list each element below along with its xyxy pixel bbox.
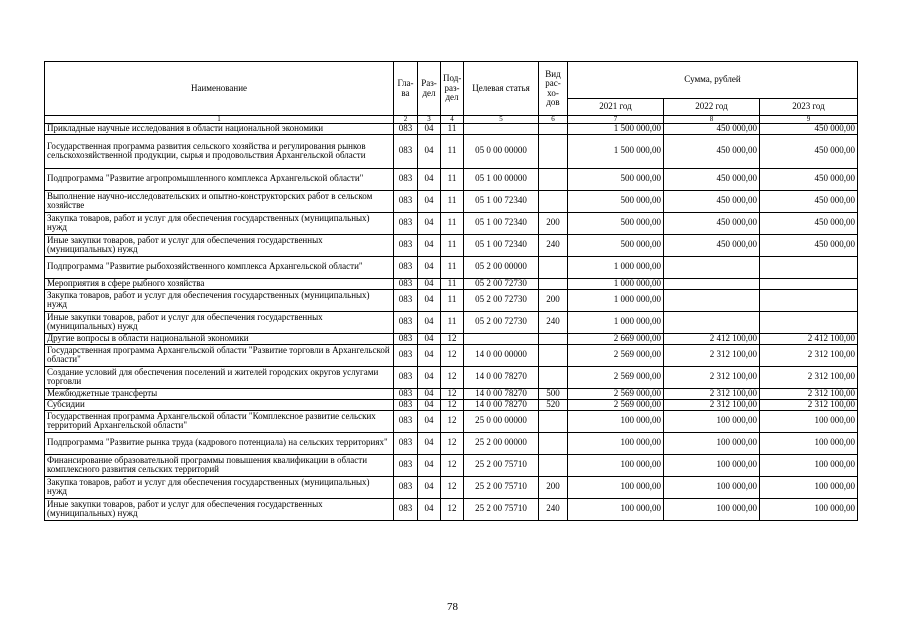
header-name: Наименование	[45, 62, 394, 116]
row-target-article: 05 2 00 00000	[464, 256, 539, 278]
table-row	[45, 168, 858, 190]
row-sum-2023: 450 000,00	[760, 124, 858, 135]
header-razdel: Раз-дел	[418, 62, 441, 116]
column-number-cell: 6	[539, 116, 568, 124]
row-name: Иные закупки товаров, работ и услуг для обеспечения государственных (муниципальных) нужд	[45, 311, 394, 333]
row-expense-type	[539, 333, 568, 344]
row-sum-2022: 2 312 100,00	[664, 388, 760, 399]
row-name: Субсидии	[45, 399, 394, 410]
row-razdel: 04	[418, 388, 441, 399]
row-target-article: 05 2 00 72730	[464, 278, 539, 289]
table-row	[45, 344, 858, 366]
row-name: Прикладные научные исследования в области национальной экономики	[45, 124, 394, 135]
column-number-cell: 4	[441, 116, 464, 124]
row-expense-type	[539, 190, 568, 212]
row-razdel: 04	[418, 476, 441, 498]
row-razdel: 04	[418, 190, 441, 212]
row-razdel: 04	[418, 311, 441, 333]
budget-table	[44, 61, 858, 521]
column-number-row	[45, 116, 858, 124]
row-sum-2021: 100 000,00	[568, 432, 664, 454]
row-sum-2023: 100 000,00	[760, 476, 858, 498]
row-sum-2022: 2 312 100,00	[664, 366, 760, 388]
row-sum-2022: 100 000,00	[664, 410, 760, 432]
header-podrazdel: Под-раз-дел	[441, 62, 464, 116]
row-sum-2022: 450 000,00	[664, 134, 760, 168]
header-expense-type: Вид рас-хо-дов	[539, 62, 568, 116]
row-expense-type	[539, 454, 568, 476]
row-target-article: 05 1 00 00000	[464, 168, 539, 190]
row-glava: 083	[394, 168, 418, 190]
row-expense-type: 500	[539, 388, 568, 399]
row-sum-2021: 1 000 000,00	[568, 289, 664, 311]
row-razdel: 04	[418, 234, 441, 256]
row-sum-2022	[664, 256, 760, 278]
row-sum-2021: 500 000,00	[568, 168, 664, 190]
header-year-2022: 2022 год	[664, 99, 760, 116]
row-podrazdel: 12	[441, 388, 464, 399]
row-sum-2021: 2 669 000,00	[568, 333, 664, 344]
row-expense-type: 240	[539, 234, 568, 256]
row-sum-2023: 450 000,00	[760, 168, 858, 190]
row-glava: 083	[394, 212, 418, 234]
row-name: Финансирование образовательной программы повышения квалификации в области комплексного развития сельских территорий	[45, 454, 394, 476]
table-row	[45, 124, 858, 135]
row-sum-2023: 2 312 100,00	[760, 399, 858, 410]
row-podrazdel: 11	[441, 212, 464, 234]
row-sum-2023: 100 000,00	[760, 410, 858, 432]
row-razdel: 04	[418, 256, 441, 278]
table-row	[45, 476, 858, 498]
row-expense-type	[539, 366, 568, 388]
row-podrazdel: 12	[441, 410, 464, 432]
row-name: Выполнение научно-исследовательских и опытно-конструкторских работ в сельском хозяйстве	[45, 190, 394, 212]
row-podrazdel: 11	[441, 134, 464, 168]
row-target-article	[464, 333, 539, 344]
row-razdel: 04	[418, 498, 441, 520]
row-podrazdel: 11	[441, 124, 464, 135]
row-podrazdel: 12	[441, 333, 464, 344]
row-name: Государственная программа Архангельской области "Комплексное развитие сельских территорий Архангельской области"	[45, 410, 394, 432]
row-expense-type: 520	[539, 399, 568, 410]
row-expense-type	[539, 124, 568, 135]
row-target-article: 25 2 00 75710	[464, 476, 539, 498]
row-sum-2021: 500 000,00	[568, 190, 664, 212]
row-glava: 083	[394, 134, 418, 168]
table-row	[45, 333, 858, 344]
row-glava: 083	[394, 498, 418, 520]
row-razdel: 04	[418, 333, 441, 344]
row-sum-2021: 2 569 000,00	[568, 399, 664, 410]
row-sum-2022: 2 312 100,00	[664, 344, 760, 366]
row-razdel: 04	[418, 212, 441, 234]
row-sum-2021: 100 000,00	[568, 498, 664, 520]
row-razdel: 04	[418, 366, 441, 388]
row-podrazdel: 11	[441, 289, 464, 311]
row-razdel: 04	[418, 168, 441, 190]
row-sum-2021: 2 569 000,00	[568, 344, 664, 366]
column-number-cell: 8	[664, 116, 760, 124]
row-glava: 083	[394, 388, 418, 399]
row-name: Закупка товаров, работ и услуг для обеспечения государственных (муниципальных) нужд	[45, 289, 394, 311]
row-razdel: 04	[418, 344, 441, 366]
row-podrazdel: 11	[441, 190, 464, 212]
row-sum-2023	[760, 278, 858, 289]
row-target-article: 05 1 00 72340	[464, 234, 539, 256]
column-number-cell: 2	[394, 116, 418, 124]
row-sum-2021: 100 000,00	[568, 476, 664, 498]
row-razdel: 04	[418, 278, 441, 289]
column-number-cell: 9	[760, 116, 858, 124]
row-podrazdel: 12	[441, 399, 464, 410]
row-podrazdel: 12	[441, 432, 464, 454]
row-podrazdel: 12	[441, 344, 464, 366]
row-glava: 083	[394, 278, 418, 289]
row-name: Государственная программа Архангельской области "Развитие торговли в Архангельской области"	[45, 344, 394, 366]
row-glava: 083	[394, 366, 418, 388]
table-row	[45, 289, 858, 311]
row-sum-2023: 2 312 100,00	[760, 366, 858, 388]
row-target-article	[464, 124, 539, 135]
row-target-article: 05 0 00 00000	[464, 134, 539, 168]
row-podrazdel: 12	[441, 366, 464, 388]
table-row	[45, 410, 858, 432]
table-row	[45, 432, 858, 454]
row-sum-2023: 100 000,00	[760, 454, 858, 476]
row-target-article: 14 0 00 00000	[464, 344, 539, 366]
table-row	[45, 234, 858, 256]
row-expense-type: 200	[539, 212, 568, 234]
table-row	[45, 278, 858, 289]
row-target-article: 25 2 00 00000	[464, 432, 539, 454]
row-sum-2021: 1 000 000,00	[568, 256, 664, 278]
row-sum-2022: 100 000,00	[664, 476, 760, 498]
row-target-article: 05 2 00 72730	[464, 289, 539, 311]
row-sum-2021: 1 000 000,00	[568, 311, 664, 333]
row-podrazdel: 11	[441, 311, 464, 333]
row-glava: 083	[394, 234, 418, 256]
row-glava: 083	[394, 432, 418, 454]
table-row	[45, 388, 858, 399]
table-row	[45, 212, 858, 234]
row-sum-2022: 100 000,00	[664, 432, 760, 454]
row-name: Иные закупки товаров, работ и услуг для обеспечения государственных (муниципальных) нужд	[45, 234, 394, 256]
table-row	[45, 311, 858, 333]
row-sum-2023: 100 000,00	[760, 498, 858, 520]
row-sum-2021: 2 569 000,00	[568, 366, 664, 388]
row-sum-2021: 2 569 000,00	[568, 388, 664, 399]
column-number-cell: 5	[464, 116, 539, 124]
row-target-article: 14 0 00 78270	[464, 399, 539, 410]
row-glava: 083	[394, 454, 418, 476]
row-glava: 083	[394, 399, 418, 410]
row-podrazdel: 12	[441, 498, 464, 520]
row-expense-type: 200	[539, 289, 568, 311]
row-expense-type	[539, 134, 568, 168]
table-row	[45, 498, 858, 520]
row-sum-2022: 100 000,00	[664, 454, 760, 476]
row-podrazdel: 12	[441, 476, 464, 498]
row-podrazdel: 11	[441, 278, 464, 289]
row-glava: 083	[394, 476, 418, 498]
row-sum-2022	[664, 311, 760, 333]
row-sum-2022	[664, 289, 760, 311]
row-expense-type: 200	[539, 476, 568, 498]
row-name: Иные закупки товаров, работ и услуг для обеспечения государственных (муниципальных) нужд	[45, 498, 394, 520]
row-target-article: 05 2 00 72730	[464, 311, 539, 333]
row-razdel: 04	[418, 399, 441, 410]
row-glava: 083	[394, 256, 418, 278]
row-razdel: 04	[418, 124, 441, 135]
row-sum-2023: 450 000,00	[760, 190, 858, 212]
row-target-article: 25 2 00 75710	[464, 454, 539, 476]
row-expense-type: 240	[539, 498, 568, 520]
row-razdel: 04	[418, 134, 441, 168]
row-sum-2023: 450 000,00	[760, 134, 858, 168]
row-sum-2022: 2 412 100,00	[664, 333, 760, 344]
row-name: Закупка товаров, работ и услуг для обеспечения государственных (муниципальных) нужд	[45, 476, 394, 498]
row-sum-2021: 100 000,00	[568, 454, 664, 476]
row-podrazdel: 11	[441, 168, 464, 190]
row-sum-2021: 1 500 000,00	[568, 134, 664, 168]
header-glava: Гла-ва	[394, 62, 418, 116]
row-sum-2022: 450 000,00	[664, 168, 760, 190]
row-expense-type	[539, 278, 568, 289]
row-name: Межбюджетные трансферты	[45, 388, 394, 399]
row-sum-2022: 450 000,00	[664, 212, 760, 234]
page-number: 78	[447, 601, 458, 613]
row-glava: 083	[394, 410, 418, 432]
header-year-2021: 2021 год	[568, 99, 664, 116]
row-name: Подпрограмма "Развитие рынка труда (кадрового потенциала) на сельских территориях"	[45, 432, 394, 454]
row-target-article: 25 2 00 75710	[464, 498, 539, 520]
row-razdel: 04	[418, 454, 441, 476]
column-number-cell: 3	[418, 116, 441, 124]
table-row	[45, 366, 858, 388]
row-glava: 083	[394, 190, 418, 212]
row-target-article: 14 0 00 78270	[464, 366, 539, 388]
table-row	[45, 399, 858, 410]
row-expense-type	[539, 432, 568, 454]
row-glava: 083	[394, 289, 418, 311]
row-target-article: 05 1 00 72340	[464, 190, 539, 212]
row-sum-2023: 2 312 100,00	[760, 388, 858, 399]
row-expense-type	[539, 344, 568, 366]
row-expense-type: 240	[539, 311, 568, 333]
row-expense-type	[539, 410, 568, 432]
row-name: Создание условий для обеспечения поселений и жителей городских округов услугами торговли	[45, 366, 394, 388]
row-name: Подпрограмма "Развитие рыбохозяйственного комплекса Архангельской области"	[45, 256, 394, 278]
row-expense-type	[539, 168, 568, 190]
row-sum-2023	[760, 311, 858, 333]
row-sum-2022: 100 000,00	[664, 498, 760, 520]
column-number-cell: 1	[45, 116, 394, 124]
row-sum-2023: 2 312 100,00	[760, 344, 858, 366]
row-sum-2022: 450 000,00	[664, 190, 760, 212]
row-podrazdel: 11	[441, 234, 464, 256]
table-row	[45, 454, 858, 476]
row-sum-2022	[664, 278, 760, 289]
row-name: Государственная программа развития сельского хозяйства и регулирования рынков сельскохозяйственной продукции, сырья и продовольствия Архангельской области	[45, 134, 394, 168]
row-podrazdel: 12	[441, 454, 464, 476]
row-sum-2021: 1 000 000,00	[568, 278, 664, 289]
row-target-article: 14 0 00 78270	[464, 388, 539, 399]
row-razdel: 04	[418, 432, 441, 454]
row-sum-2023	[760, 289, 858, 311]
header-target-article: Целевая статья	[464, 62, 539, 116]
row-razdel: 04	[418, 410, 441, 432]
row-name: Другие вопросы в области национальной экономики	[45, 333, 394, 344]
row-name: Закупка товаров, работ и услуг для обеспечения государственных (муниципальных) нужд	[45, 212, 394, 234]
row-target-article: 05 1 00 72340	[464, 212, 539, 234]
row-glava: 083	[394, 344, 418, 366]
row-glava: 083	[394, 311, 418, 333]
table-row	[45, 256, 858, 278]
row-razdel: 04	[418, 289, 441, 311]
table-row	[45, 190, 858, 212]
column-number-cell: 7	[568, 116, 664, 124]
row-glava: 083	[394, 124, 418, 135]
row-sum-2023	[760, 256, 858, 278]
row-sum-2022: 450 000,00	[664, 234, 760, 256]
row-name: Мероприятия в сфере рыбного хозяйства	[45, 278, 394, 289]
row-sum-2022: 2 312 100,00	[664, 399, 760, 410]
row-podrazdel: 11	[441, 256, 464, 278]
row-glava: 083	[394, 333, 418, 344]
row-sum-2021: 500 000,00	[568, 234, 664, 256]
row-name: Подпрограмма "Развитие агропромышленного комплекса Архангельской области"	[45, 168, 394, 190]
row-target-article: 25 0 00 00000	[464, 410, 539, 432]
row-sum-2023: 100 000,00	[760, 432, 858, 454]
row-sum-2021: 100 000,00	[568, 410, 664, 432]
row-sum-2023: 450 000,00	[760, 212, 858, 234]
row-sum-2023: 450 000,00	[760, 234, 858, 256]
row-sum-2022: 450 000,00	[664, 124, 760, 135]
row-sum-2021: 1 500 000,00	[568, 124, 664, 135]
row-sum-2021: 500 000,00	[568, 212, 664, 234]
header-year-2023: 2023 год	[760, 99, 858, 116]
header-sum: Сумма, рублей	[568, 62, 858, 99]
row-expense-type	[539, 256, 568, 278]
row-sum-2023: 2 412 100,00	[760, 333, 858, 344]
table-row	[45, 134, 858, 168]
